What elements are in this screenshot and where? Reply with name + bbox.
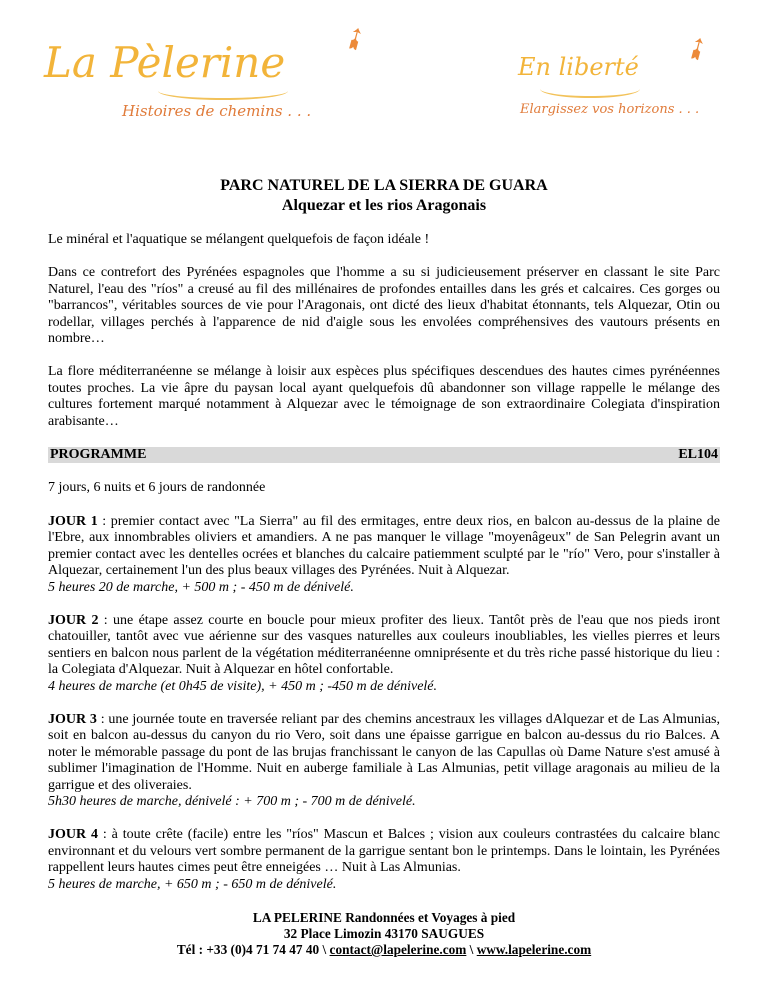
- logo-tagline: Histoires de chemins . . .: [122, 102, 312, 120]
- footer-contact: [0, 942, 768, 958]
- day-text: : premier contact avec "La Sierra" au fil des ermitages, entre deux rios, en balcon au-dessus de la plaine de l'Ebre, aux innombrables oliviers et amandiers. A ne pas manquer le village "moyenâgeux" de San Pelegrin avant un premier contact avec les dentelles ocrées et blanches du calcaire patiemment sculpté par le "río" Vero, pour s'installer à Alquezar, certainement l'un des plus beaux villages des Pyrénées. Nuit à Alquezar.: [48, 513, 720, 579]
- bird-icon: ➹: [677, 27, 717, 71]
- footer-address: 32 Place Limozin 43170 SAUGUES: [283, 926, 485, 941]
- programme-code: EL104: [678, 447, 718, 463]
- header: [0, 0, 768, 176]
- logo-tagline: Elargissez vos horizons . . .: [520, 102, 700, 117]
- day-label: JOUR 2: [48, 612, 99, 628]
- day-entry: [48, 613, 720, 695]
- swoosh-decoration: [540, 80, 640, 98]
- title-line-2: Alquezar et les rios Aragonais: [281, 197, 487, 214]
- day-entry: [48, 514, 720, 596]
- title-line-1: PARC NATUREL DE LA SIERRA DE GUARA: [220, 177, 548, 194]
- day-stats: 5h30 heures de marche, dénivelé : + 700 m ; - 700 m de dénivelé.: [48, 793, 416, 809]
- footer-company: LA PELERINE Randonnées et Voyages à pied: [252, 910, 516, 925]
- intro-paragraph: Le minéral et l'aquatique se mélangent quelquefois de façon idéale !: [48, 232, 430, 247]
- programme-label: PROGRAMME: [50, 447, 147, 463]
- intro-paragraph: Dans ce contrefort des Pyrénées espagnoles que l'homme a su si judicieusement préserver en classant le site Parc Naturel, l'eau des "ríos" a creusé au fil des millénaires de profondes entailles dans les grés et calcaires. Ces gorges ou "barrancos", véritables sources de vie pour l'Aragonais, ont dicté des lieux d'habitat étonnants, tels Alquezar, Otin ou rodellar, villages perchés à l'apparence de nid d'aigle sous les envolées compréhensives des vautours présents en nombre…: [48, 265, 720, 347]
- en-liberte-logo: [480, 27, 730, 124]
- day-label: JOUR 4: [48, 827, 98, 843]
- day-label: JOUR 3: [48, 711, 97, 727]
- la-pelerine-logo: [38, 17, 378, 124]
- day-stats: 4 heures de marche (et 0h45 de visite), + 450 m ; -450 m de dénivelé.: [48, 678, 438, 694]
- day-stats: 5 heures de marche, + 650 m ; - 650 m de dénivelé.: [48, 876, 337, 892]
- email-link[interactable]: contact@lapelerine.com: [329, 942, 467, 957]
- footer-phone: Tél : +33 (0)4 71 74 47 40 \: [176, 942, 330, 957]
- logo-name: En liberté: [518, 53, 639, 81]
- logo-name: La Pèlerine: [44, 38, 286, 87]
- day-stats: 5 heures 20 de marche, + 500 m ; - 450 m de dénivelé.: [48, 579, 354, 595]
- bird-icon: ➹: [335, 17, 375, 61]
- day-text: : à toute crête (facile) entre les "ríos" Mascun et Balces ; vision aux couleurs contrastées du calcaire blanc environnant et du velours vert sombre permanent de la garrigue sentant bon le printemps. Dans le lointain, les Pyrénées rappellent leurs hautes cimes peut être enneigées … Nuit à Las Almunias.: [48, 827, 720, 876]
- day-entry: [48, 827, 720, 893]
- footer: [0, 910, 768, 958]
- website-link[interactable]: www.lapelerine.com: [476, 942, 592, 957]
- document-title: [0, 176, 768, 216]
- day-text: : une journée toute en traversée reliant par des chemins ancestraux les villages dAlquezar et de Las Almunias, soit en balcon au-dessus du canyon du rio Vero, soit dans une épaisse garrigue en balcon au-dessus du rio Balces. A noter le mémorable passage du pont de las brujas franchissant le canyon de las Capullas où Dame Nature s'est amusé à sublimer l'imagination de l'Homme. Nuit en auberge familiale à Las Almunias, petit village aragonais au milieu de la garrigue et des oliveraies.: [48, 711, 720, 793]
- day-label: JOUR 1: [48, 513, 98, 529]
- programme-summary: 7 jours, 6 nuits et 6 jours de randonnée: [48, 480, 266, 496]
- programme-header-bar: [48, 447, 720, 463]
- day-text: : une étape assez courte en boucle pour mieux profiter des lieux. Tantôt près de l'eau que nos pieds iront chatouiller, tantôt avec vue aérienne sur des vasques naturelles aux couleurs inoubliables, les vielles pierres et leurs sentiers en balcon nous parlent de la végétation méditerranéenne omniprésente et du très riche passé historique du lieu : la Colegiata d'Alquezar. Nuit à Alquezar en hôtel confortable.: [48, 612, 720, 678]
- separator: \: [466, 942, 477, 957]
- day-entry: [48, 712, 720, 810]
- document-body: [48, 232, 720, 893]
- intro-paragraph: La flore méditerranéenne se mélange à loisir aux espèces plus spécifiques descendues des hautes cimes pyrénéennes toutes proches. La vie âpre du paysan local ayant quelquefois dû abandonner son village rappelle le mélange des cultures fortement marqué notamment à Alquezar avec le témoignage de son extraordinaire Colegiata d'inspiration arabisante…: [48, 364, 720, 429]
